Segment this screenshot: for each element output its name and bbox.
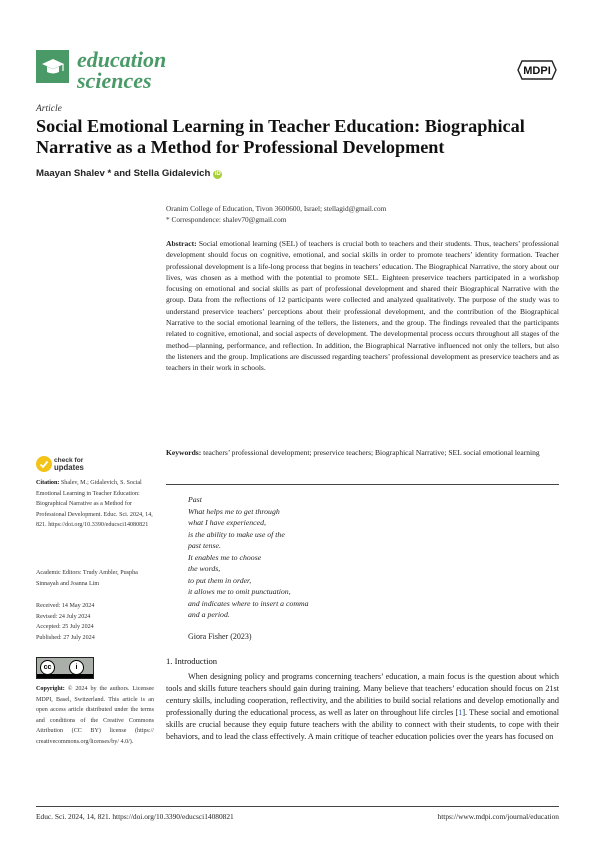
reference-link[interactable]: 1: [458, 708, 463, 718]
academic-editors: Academic Editors: Trudy Ambler, Puspha Sinnayah and Joanna Lim: [36, 570, 138, 587]
check-updates-icon: [36, 456, 52, 472]
footer-divider: [36, 806, 559, 807]
received-date: Received: 14 May 2024: [36, 603, 95, 609]
keywords-text: teachers’ professional development; preservice teachers; Biographical Narrative; SEL social emotional learning: [203, 448, 540, 457]
author-list: [36, 168, 222, 179]
citation-block: [36, 478, 154, 531]
keywords: [166, 447, 559, 458]
poem-line: and indicates where to insert a comma: [188, 598, 309, 608]
poem-line: to put them in order,: [188, 575, 252, 585]
section-divider: [166, 484, 559, 485]
affiliation-line: Oranim College of Education, Tivon 3600600, Israel; stellagid@gmail.com: [166, 204, 387, 213]
footer-journal-url[interactable]: https://www.mdpi.com/journal/education: [437, 812, 559, 821]
article-type: Article: [36, 104, 62, 114]
introduction-body: [166, 671, 559, 744]
copyright-text: © 2024 by the authors. Licensee MDPI, Basel, Switzerland. This article is an open access article distributed under the terms and conditions of the Creative Commons Attribution (CC BY) license (https:// creativecommons.org/licenses/by/ 4.0/).: [36, 686, 154, 745]
check-updates-label: [54, 457, 84, 471]
keywords-label: Keywords:: [166, 448, 202, 457]
accepted-date: Accepted: 25 July 2024: [36, 624, 94, 631]
copyright-block: [36, 684, 154, 748]
poem-line: it allows me to omit punctuation,: [188, 587, 291, 596]
abstract-text: Social emotional learning (SEL) of teachers is crucial both to teachers and their students. Thus, teachers’ professional development should focus on cognitive, emotional, and social skills in order to promote teachers’ identity formation. Teacher professional development is a life-long process that begins in teachers’ education. The Biographical Narrative, the story about our lives, was chosen as a method with the potential to promote SEL. Eighteen preservice teachers participated in a workshop focusing on emotional and social skills as part of professional development and shared their Biographical Narrative with the group. Data from the reflections of 12 participants were collected and analyzed qualitatively. The purpose of the study was to understand preservice teachers’ perceptions about their professional development, and the contribution of the Biographical Narrative to the social emotional learning of the tellers, the listeners, and the group. The findings revealed that the participants related to cognitive, emotional, and social aspects of development. The developmental process occurs throughout all stages of the method—planning, performance, and reflection. In addition, the Biographical Narrative influenced not only the tellers, but also the listeners and the group. Implications are discussed regarding teachers’ professional development as preservice teachers and as teachers in their work in schools.: [166, 239, 559, 373]
poem-attribution: Giora Fisher (2023): [188, 632, 252, 641]
author-names[interactable]: Maayan Shalev * and Stella Gidalevich: [36, 168, 211, 179]
poem-line: It enables me to choose: [188, 552, 262, 562]
journal-logo-icon: [36, 50, 69, 83]
check-for-updates-button[interactable]: [36, 456, 96, 476]
intro-text-part1: When designing policy and programs concerning teachers’ education, a main focus is the question about which tools and skills future teachers should gain during training. Many believe that teachers’ education should focus on 21st century skills, including cooperation, reflectivity, and the abilities to build social relations and develop emotionally and professionally during the educational process, as well as later on throughout life circles [: [166, 672, 559, 718]
orcid-icon[interactable]: iD: [214, 171, 221, 177]
check-updates-line2: updates: [54, 463, 84, 472]
mdpi-logo-text: MDPI: [523, 65, 551, 77]
mdpi-logo[interactable]: [517, 60, 557, 80]
intro-text-part2: ]. These social and emotional skills are crucial because they equip future teachers with the ability to connect with their students, to cope with their behaviors, and to lead the class effectively. A main critique of teacher education policies over the years has focused on: [166, 708, 559, 742]
epigraph-poem: [188, 494, 309, 621]
journal-name[interactable]: [77, 49, 166, 91]
poem-line: What helps me to get through: [188, 506, 280, 516]
poem-line: the words,: [188, 564, 221, 573]
abstract-label: Abstract:: [166, 239, 197, 248]
article-title: Social Emotional Learning in Teacher Education: Biographical Narrative as a Method for Professional Development: [36, 116, 525, 157]
attribution-icon: i: [69, 660, 84, 675]
citation-text[interactable]: Shalev, M.; Gidalevich, S. Social Emotional Learning in Teacher Education: Biographical Narrative as a Method for Professional Development. Educ. Sci. 2024, 14, 821. https://doi.org/10.3390/educsci14080821: [36, 480, 153, 529]
revised-date: Revised: 24 July 2024: [36, 613, 91, 620]
poem-line: Past: [188, 495, 202, 504]
footer-citation[interactable]: Educ. Sci. 2024, 14, 821. https://doi.org/10.3390/educsci14080821: [36, 812, 234, 821]
section-heading-introduction: 1. Introduction: [166, 656, 218, 666]
copyright-label: Copyright:: [36, 686, 65, 692]
poem-line: is the ability to make use of the: [188, 529, 285, 539]
cc-badge-bar: [37, 674, 93, 678]
poem-line: what I have experienced,: [188, 518, 266, 527]
cc-by-license-icon[interactable]: [36, 657, 94, 679]
cc-icon: cc: [40, 660, 55, 675]
published-date: Published: 27 July 2024: [36, 634, 95, 641]
journal-name-line1: education: [77, 47, 167, 72]
citation-label: Citation:: [36, 480, 60, 486]
abstract: [166, 238, 559, 374]
poem-line: and a period.: [188, 610, 230, 619]
journal-name-line2: sciences: [77, 68, 152, 93]
affiliations: [166, 203, 386, 225]
check-updates-line1: check for: [54, 457, 84, 464]
poem-line: past tense.: [188, 541, 221, 550]
introduction-paragraph: [166, 671, 559, 744]
dates-block: [36, 601, 154, 643]
correspondence-line: * Correspondence: shalev70@gmail.com: [166, 215, 287, 224]
